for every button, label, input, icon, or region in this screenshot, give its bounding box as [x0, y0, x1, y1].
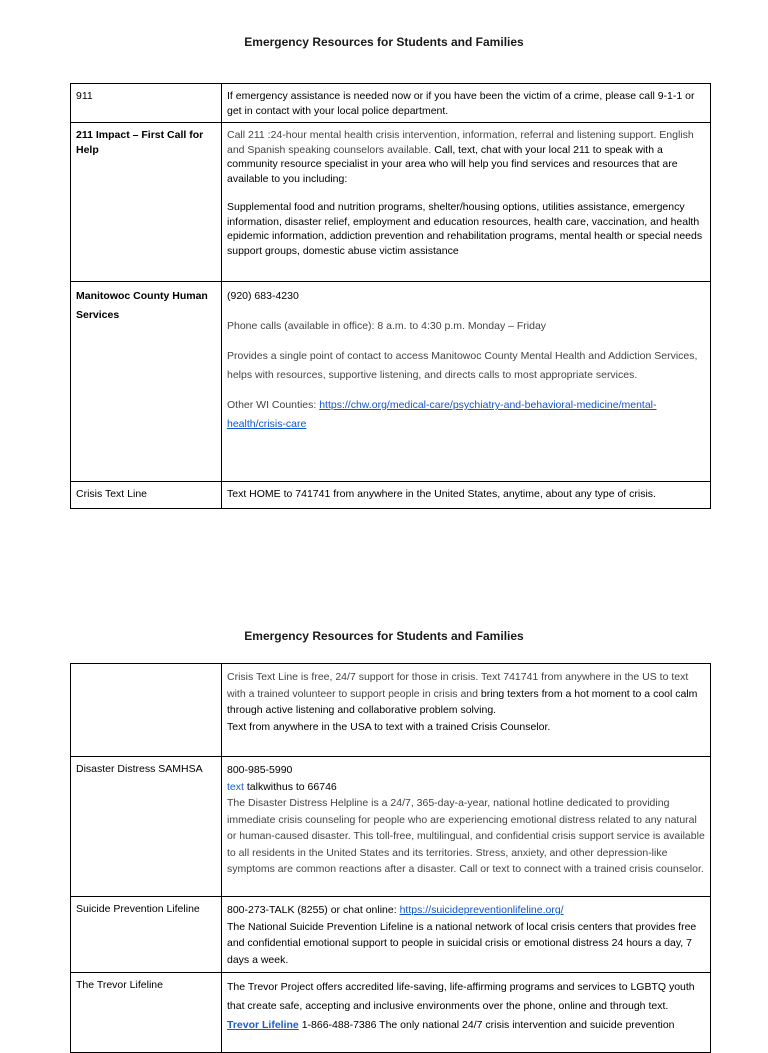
- resource-info-cell: [222, 84, 711, 123]
- resource-description: The Trevor Project offers accredited life-saving, life-affirming programs and services to LGBTQ youth that create safe, accepting and inclusive environments over the phone, online and through text.: [227, 981, 695, 1012]
- resource-name-cell: [71, 482, 222, 509]
- resource-name-cell: [71, 282, 222, 482]
- text-keyword: talkwithus to 66746: [243, 780, 337, 793]
- phone-number: 800-985-5990: [227, 764, 293, 776]
- table-row-samhsa: [71, 757, 711, 897]
- resource-text: [227, 128, 705, 186]
- resource-description: Provides a single point of contact to access Manitowoc County Mental Health and Addiction Services, helps with resources, supportive listening, and directs calls to most appropriate services.: [227, 350, 698, 381]
- resource-name: Manitowoc County Human Services: [76, 290, 208, 321]
- office-hours: Phone calls (available in office): 8 a.m. to 4:30 p.m. Monday – Friday: [227, 320, 547, 332]
- resource-name: 911: [76, 90, 93, 102]
- resource-info-cell: [222, 897, 711, 973]
- page-title: Emergency Resources for Students and Families: [244, 629, 524, 643]
- call-211-text: Call 211 :24-hour mental health crisis intervention, information, referral and listening support. English and Spanish speaking counselors available.: [227, 129, 694, 156]
- call-text-chat-text: Call, text, chat with your local 211 to speak with a community resource specialist in your area who will help you find services and resources that are available to you including:: [227, 143, 678, 185]
- resource-name-cell: [71, 973, 222, 1053]
- crisis-care-link[interactable]: https://chw.org/medical-care/psychiatry-and-behavioral-medicine/mental-health/crisis-care: [227, 399, 657, 430]
- resource-name-cell: [71, 84, 222, 123]
- resource-name-cell: [71, 757, 222, 897]
- resource-name-cell: [71, 897, 222, 973]
- phone-number: (920) 683-4230: [227, 290, 299, 302]
- crisis-text-note: Text from anywhere in the USA to text with a trained Crisis Counselor.: [227, 720, 551, 733]
- resource-name-cell: [71, 123, 222, 282]
- resource-info-cell: [222, 973, 711, 1053]
- services-list-text: Supplemental food and nutrition programs, shelter/housing options, utilities assistance, emergency information, disaster relief, employment and education resources, health care, vaccination, and health epidemic information, addiction prevention and rehabilitation programs, mental health or special needs support groups, domestic abuse victim assistance: [227, 201, 703, 257]
- resource-name: The Trevor Lifeline: [76, 979, 163, 991]
- resources-table-2: [70, 663, 711, 1053]
- text-instruction: [227, 779, 705, 796]
- resource-text: If emergency assistance is needed now or if you have been the victim of a crime, please call 9-1-1 or get in contact with your local police department.: [227, 90, 695, 117]
- resource-name: 211 Impact – First Call for Help: [76, 129, 204, 156]
- lifeline-link[interactable]: https://suicidepreventionlifeline.org/: [399, 904, 564, 916]
- resource-name: Suicide Prevention Lifeline: [76, 903, 200, 915]
- table-row-trevor: [71, 973, 711, 1053]
- phone-text: 800-273-TALK (8255) or chat online:: [227, 904, 400, 916]
- resource-text: Text HOME to 741741 from anywhere in the United States, anytime, about any type of crisis.: [227, 488, 656, 500]
- table-row-crisis-text: [71, 482, 711, 509]
- other-counties-label: Other WI Counties:: [227, 399, 320, 411]
- resource-description: The Disaster Distress Helpline is a 24/7, 365-day-a-year, national hotline dedicated to providing immediate crisis counseling for people who are experiencing emotional distress related to any natural or human-caused disaster. This toll-free, multilingual, and confidential crisis support service is available to all residents in the United States and its territories. Stress, anxiety, and other depression-like symptoms are common reactions after a disaster. Call or text to connect with a trained crisis counselor.: [227, 797, 705, 875]
- phone-number: [227, 902, 705, 919]
- text-word: text: [227, 780, 244, 793]
- crisis-text-intro: Crisis Text Line is free, 24/7 support for those in crisis. Text 741741 from anywhere in the US to text with a trained volunteer to support people in crisis and: [227, 671, 689, 700]
- resources-table-1: [70, 83, 711, 509]
- trevor-lifeline-link[interactable]: Trevor Lifeline: [227, 1019, 299, 1031]
- resource-info-cell: [222, 482, 711, 509]
- table-row-manitowoc: [71, 282, 711, 482]
- resource-info-cell: [222, 282, 711, 482]
- resource-text: [227, 669, 705, 719]
- table-row-211: [71, 123, 711, 282]
- table-row-suicide-prevention: [71, 897, 711, 973]
- page-title: Emergency Resources for Students and Families: [244, 35, 524, 49]
- trevor-lifeline-text: [227, 1016, 705, 1035]
- table-row-911: [71, 84, 711, 123]
- resource-name-cell: [71, 664, 222, 757]
- crisis-text-goal: bring texters from a hot moment to a cool calm through active listening and collaborative problem solving.: [227, 687, 698, 716]
- resource-info-cell: [222, 123, 711, 282]
- trevor-phone-text: 1-866-488-7386 The only national 24/7 crisis intervention and suicide prevention: [298, 1019, 675, 1031]
- resource-name: Crisis Text Line: [76, 488, 147, 500]
- resource-info-cell: [222, 664, 711, 757]
- table-row-crisis-text-cont: [71, 664, 711, 757]
- resource-description: The National Suicide Prevention Lifeline is a national network of local crisis centers that provides free and confidential emotional support to people in suicidal crisis or emotional distress 24 hours a day, 7 days a week.: [227, 920, 697, 966]
- resource-name: Disaster Distress SAMHSA: [76, 763, 203, 775]
- resource-info-cell: [222, 757, 711, 897]
- other-counties: [227, 396, 705, 434]
